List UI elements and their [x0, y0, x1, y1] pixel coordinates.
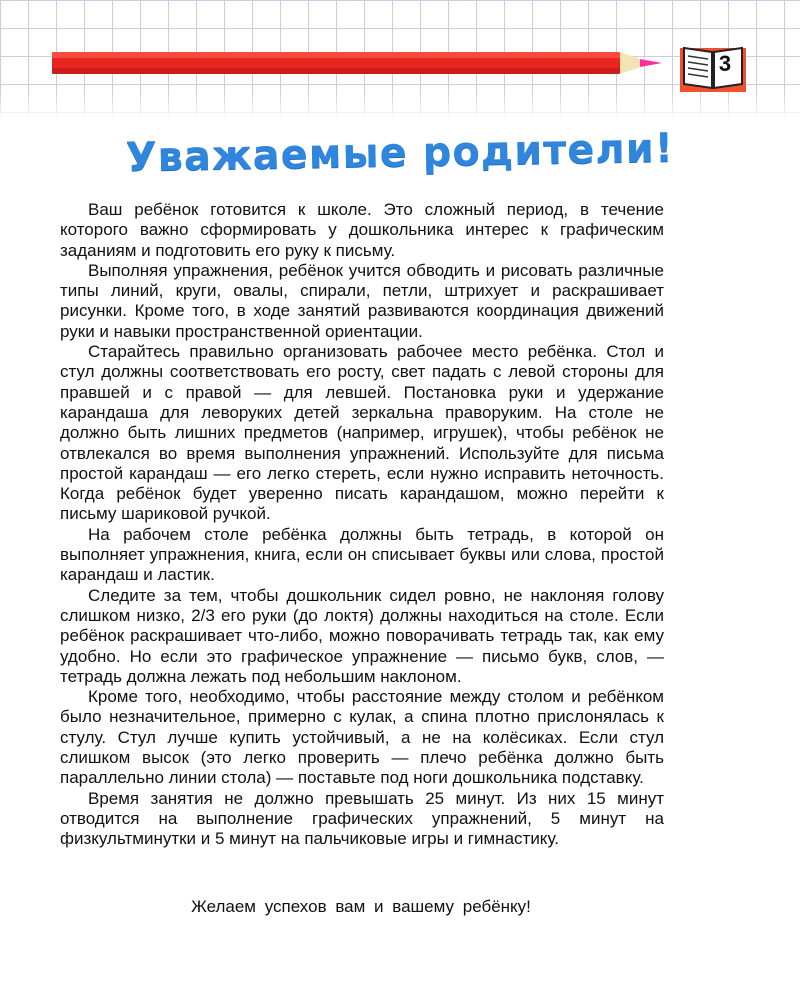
- paragraph: Ваш ребёнок готовится к школе. Это сложный период, в течение которого важно сформировать у дошкольника интерес к графическим заданиям и подготовить его руку к письму.: [60, 200, 664, 260]
- closing-wish: Желаем успехов вам и вашему ребёнку!: [191, 897, 531, 916]
- paragraph: Выполняя упражнения, ребёнок учится обводить и рисовать различные типы линий, круги, овалы, спирали, петли, штрихует и раскрашивает рисунки. Кроме того, в ходе занятий развиваются координация движений руки и навыки пространственной ориентации.: [60, 260, 664, 341]
- paragraph: Следите за тем, чтобы дошкольник сидел ровно, не наклоняя голову слишком низко, 2/3 его руки (до локтя) должны находиться на столе. Если ребёнок раскрашивает что-либо, можно поворачивать тетрадь так, как ему удобно. Но если это графическое упражнение — письмо букв, слов, — тетрадь должна лежать под небольшим наклоном.: [60, 585, 664, 686]
- paragraph: Кроме того, необходимо, чтобы расстояние между столом и ребёнком было незначительное, примерно с кулак, а спина плотно прислонялась к стулу. Стул лучше купить устойчивый, а не на колёсиках. Если стул слишком высок (это легко проверить — плечо ребёнка должно быть параллельно линии стола) — поставьте под ноги дошкольника подставку.: [60, 687, 664, 788]
- paragraph: На рабочем столе ребёнка должны быть тетрадь, в которой он выполняет упражнения, книга, если он списывает буквы или слова, простой карандаш и ластик.: [60, 524, 664, 585]
- grid-fade: [0, 90, 800, 122]
- paragraph: Время занятия не должно превышать 25 минут. Из них 15 минут отводится на выполнение графических упражнений, 5 минут на физкультминутки и 5 минут на пальчиковые игры и гимнастику.: [60, 788, 664, 849]
- body-text: [60, 200, 664, 850]
- page-number: 3: [718, 51, 732, 76]
- page-title: Уважаемые родители!: [125, 125, 675, 181]
- paragraph: Старайтесь правильно организовать рабочее место ребёнка. Стол и стул должны соответствовать его росту, свет падать с левой стороны для правшей и с правой — для левшей. Постановка руки и удержание карандаша для леворуких детей зеркальна праворуким. На столе не должно быть лишних предметов (например, игрушек), чтобы ребёнок не отвлекался во время выполнения упражнений. Используйте для письма простой карандаш — его легко стереть, если нужно исправить неточность. Когда ребёнок будет уверенно писать карандашом, можно перейти к письму шариковой ручкой.: [60, 342, 664, 524]
- pencil-icon: [52, 50, 662, 76]
